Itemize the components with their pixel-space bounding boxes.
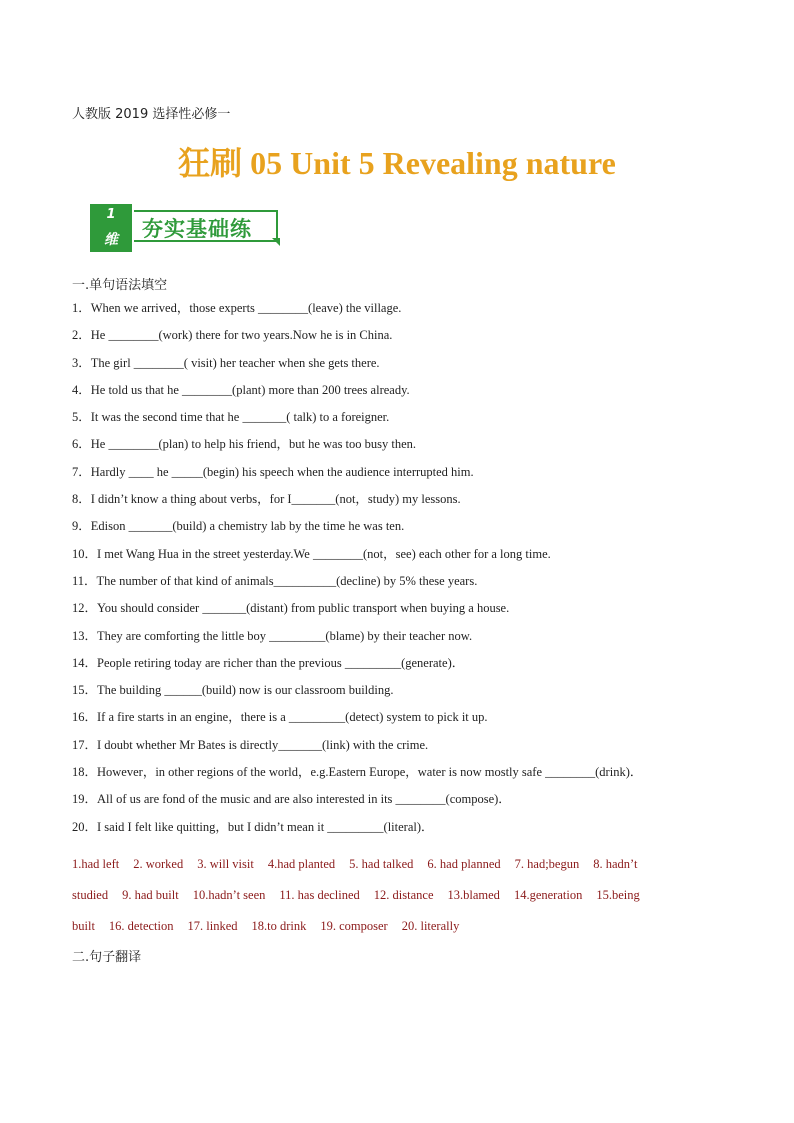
question-item: 20．I said I felt like quitting，but I didn’t mean it _________(literal)．: [72, 819, 434, 834]
banner-label: 夯实基础练: [142, 217, 252, 241]
banner-number: 1: [106, 207, 116, 222]
answer-item: 14.generation: [513, 888, 583, 902]
answer-item: 3. will visit: [197, 857, 254, 871]
question-item: 5．It was the second time that he _______( talk) to a foreigner.: [72, 410, 390, 425]
question-item: 4．He told us that he ________(plant) more than 200 trees already.: [72, 382, 410, 397]
question-item: 11．The number of that kind of animals__________(decline) by 5% these years.: [72, 573, 478, 588]
answer-item: 16. detection: [108, 919, 174, 933]
question-item: 15．The building ______(build) now is our classroom building.: [72, 683, 394, 698]
question-item: 17．I doubt whether Mr Bates is directly_______(link) with the crime.: [72, 737, 429, 752]
header-note: 人教版 2019 选择性必修一: [72, 107, 231, 122]
answer-item: 15.being: [596, 888, 640, 902]
section-banner: [90, 204, 286, 252]
answer-item: 19. composer: [320, 919, 388, 933]
answer-key: [72, 849, 722, 942]
answer-item: 7. had;begun: [514, 857, 580, 871]
answer-item: 8. hadn’t: [593, 857, 638, 871]
answer-item: 12. distance: [373, 888, 434, 902]
answer-item: 2. worked: [133, 857, 184, 871]
answer-item: 4.had planted: [267, 857, 336, 871]
banner-corner-decoration: [272, 238, 280, 246]
question-item: 2．He ________(work) there for two years.Now he is in China.: [72, 328, 393, 343]
question-item: 10．I met Wang Hua in the street yesterday.We ________(not，see) each other for a long time.: [72, 546, 551, 561]
answer-item: built: [72, 919, 95, 933]
question-item: 9．Edison _______(build) a chemistry lab by the time he was ten.: [72, 519, 405, 534]
question-list: [72, 300, 732, 846]
answer-item: 20. literally: [401, 919, 460, 933]
question-item: 8．I didn’t know a thing about verbs，for I_______(not，study) my lessons.: [72, 492, 461, 507]
answer-item: 6. had planned: [427, 857, 501, 871]
question-item: 16．If a fire starts in an engine，there is a _________(detect) system to pick it up.: [72, 710, 488, 725]
question-item: 1．When we arrived，those experts ________(leave) the village.: [72, 301, 402, 315]
banner-tag: [90, 204, 132, 252]
answer-item: 17. linked: [187, 919, 238, 933]
answer-item: 13.blamed: [447, 888, 500, 902]
page-title: 狂刷 05 Unit 5 Revealing nature: [178, 145, 616, 181]
question-item: 3．The girl ________( visit) her teacher when she gets there.: [72, 355, 380, 370]
answer-item: 9. had built: [122, 888, 179, 902]
answer-item: 5. had talked: [349, 857, 414, 871]
question-item: 12．You should consider _______(distant) from public transport when buying a house.: [72, 601, 510, 616]
answer-item: 10.hadn’t seen: [192, 888, 266, 902]
question-item: 6．He ________(plan) to help his friend，but he was too busy then.: [72, 437, 417, 452]
section-heading-1: 一.单句语法填空: [72, 278, 168, 293]
question-item: 7．Hardly ____ he _____(begin) his speech when the audience interrupted him.: [72, 464, 474, 479]
question-item: 13．They are comforting the little boy _________(blame) by their teacher now.: [72, 628, 473, 643]
answer-item: studied: [72, 888, 109, 902]
question-item: 18．However，in other regions of the world，e.g.Eastern Europe，water is now mostly safe ________(drink)．: [72, 765, 643, 780]
banner-unit: 维: [104, 232, 118, 248]
question-item: 19．All of us are fond of the music and are also interested in its ________(compose)．: [72, 792, 511, 807]
answer-item: 1.had left: [72, 857, 120, 871]
section-heading-2: 二.句子翻译: [72, 950, 142, 965]
question-item: 14．People retiring today are richer than the previous _________(generate)．: [72, 655, 465, 670]
answer-item: 18.to drink: [251, 919, 307, 933]
banner-label-box: [134, 210, 278, 242]
answer-item: 11. has declined: [279, 888, 360, 902]
